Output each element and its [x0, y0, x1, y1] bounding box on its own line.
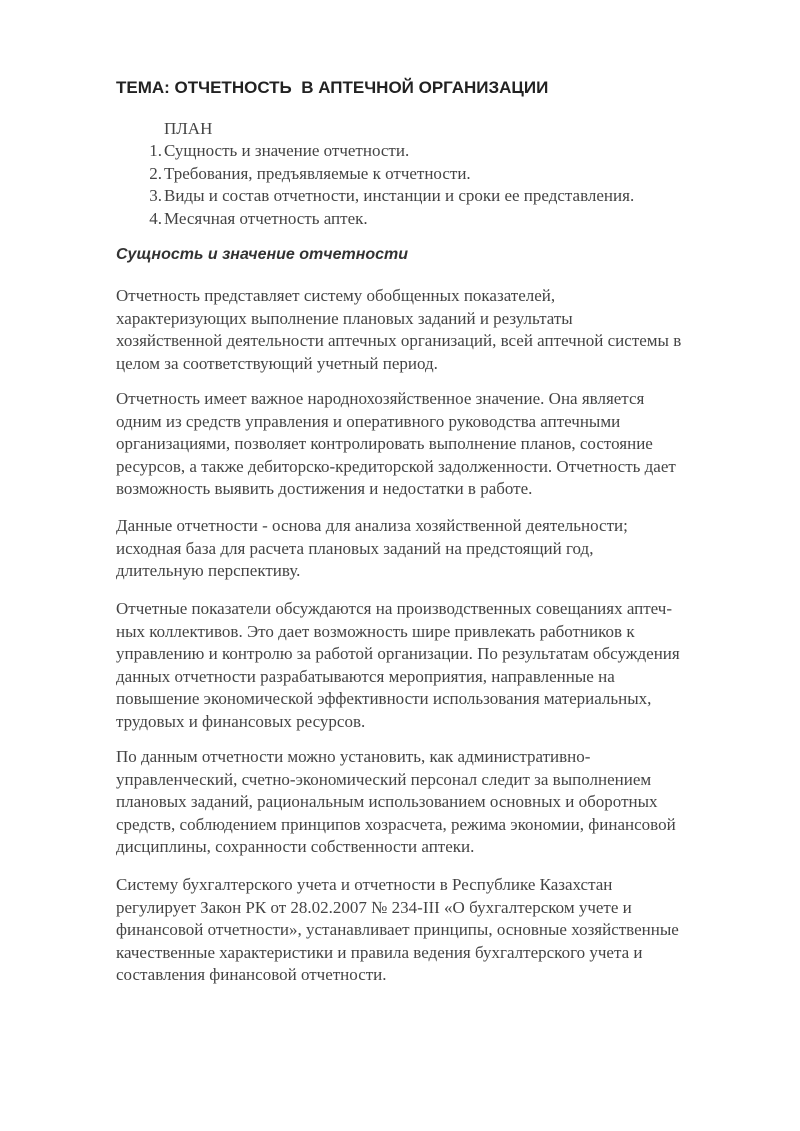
paragraph-line: организациями, позволяет контролировать выполнение планов, состояние [116, 434, 653, 453]
paragraph-line: повышение экономической эффективности использования материальных, [116, 689, 652, 708]
paragraph-line: качественные характеристики и правила ведения бухгалтерского учета и [116, 942, 643, 962]
paragraph [116, 515, 746, 583]
paragraph [116, 874, 746, 987]
paragraph-line: трудовых и финансовых ресурсов. [116, 711, 366, 731]
document-title: ТЕМА: ОТЧЕТНОСТЬ В АПТЕЧНОЙ ОРГАНИЗАЦИИ [116, 78, 549, 97]
paragraph-line: составления финансовой отчетности. [116, 965, 387, 984]
plan-item [116, 185, 634, 208]
paragraph-line: По данным отчетности можно установить, как административно- [116, 747, 591, 766]
paragraph-line: длительную перспективу. [116, 561, 301, 580]
paragraph-line: ресурсов, а также дебиторско-кредиторской задолженности. Отчетность дает [116, 456, 676, 476]
paragraph-line: средств, соблюдением принципов хозрасчета, режима экономии, финансовой [116, 814, 676, 834]
paragraph-line: возможность выявить достижения и недостатки в работе. [116, 479, 533, 498]
paragraph [116, 285, 746, 375]
plan-list [116, 140, 634, 230]
plan-item-number: 1. [149, 141, 162, 160]
paragraph-line: Отчетные показатели обсуждаются на производственных совещаниях аптеч- [116, 599, 673, 618]
paragraph-line: целом за соответствующий учетный период. [116, 353, 438, 373]
paragraph [116, 388, 746, 501]
plan-item-number: 3. [149, 186, 162, 205]
plan-item-text: Требования, предъявляемые к отчетности. [164, 163, 471, 183]
paragraph-line: одним из средств управления и оперативного руководства аптечными [116, 411, 621, 431]
paragraph [116, 746, 746, 859]
paragraph [116, 598, 746, 733]
paragraph-line: регулирует Закон РК от 28.02.2007 № 234-III «О бухгалтерском учете и [116, 897, 632, 917]
plan-item-number: 4. [149, 208, 162, 228]
paragraph-line: Отчетность представляет систему обобщенных показателей, [116, 286, 556, 305]
paragraph-line: Отчетность имеет важное народнохозяйственное значение. Она является [116, 389, 645, 408]
plan-item [116, 163, 634, 186]
paragraph-line: данных отчетности разрабатываются мероприятия, направленные на [116, 666, 615, 686]
paragraph-line: хозяйственной деятельности аптечных организаций, всей аптечной системы в [116, 331, 682, 350]
paragraph-line: управлению и контролю за работой организации. По результатам обсуждения [116, 644, 680, 663]
plan-heading: ПЛАН [164, 119, 213, 138]
paragraph-line: исходная база для расчета плановых заданий на предстоящий год, [116, 538, 594, 558]
paragraph-line: ных коллективов. Это дает возможность шире привлекать работников к [116, 621, 635, 641]
paragraph-line: плановых заданий, рациональным использованием основных и оборотных [116, 792, 658, 811]
section-heading: Сущность и значение отчетности [116, 246, 409, 263]
paragraph-line: дисциплины, сохранности собственности аптеки. [116, 837, 475, 856]
paragraph-line: характеризующих выполнение плановых заданий и результаты [116, 308, 573, 328]
paragraph-line: Систему бухгалтерского учета и отчетности в Республике Казахстан [116, 875, 613, 894]
plan-item [116, 140, 634, 163]
plan-item-text: Виды и состав отчетности, инстанции и сроки ее представления. [164, 186, 635, 205]
paragraph-line: Данные отчетности - основа для анализа хозяйственной деятельности; [116, 516, 628, 535]
plan-item [116, 208, 634, 231]
paragraph-line: управленческий, счетно-экономический персонал следит за выполнением [116, 769, 652, 789]
plan-item-text: Сущность и значение отчетности. [164, 141, 410, 160]
plan-item-number: 2. [149, 163, 162, 183]
plan-item-text: Месячная отчетность аптек. [164, 208, 368, 228]
paragraph-line: финансовой отчетности», устанавливает принципы, основные хозяйственные [116, 920, 679, 939]
